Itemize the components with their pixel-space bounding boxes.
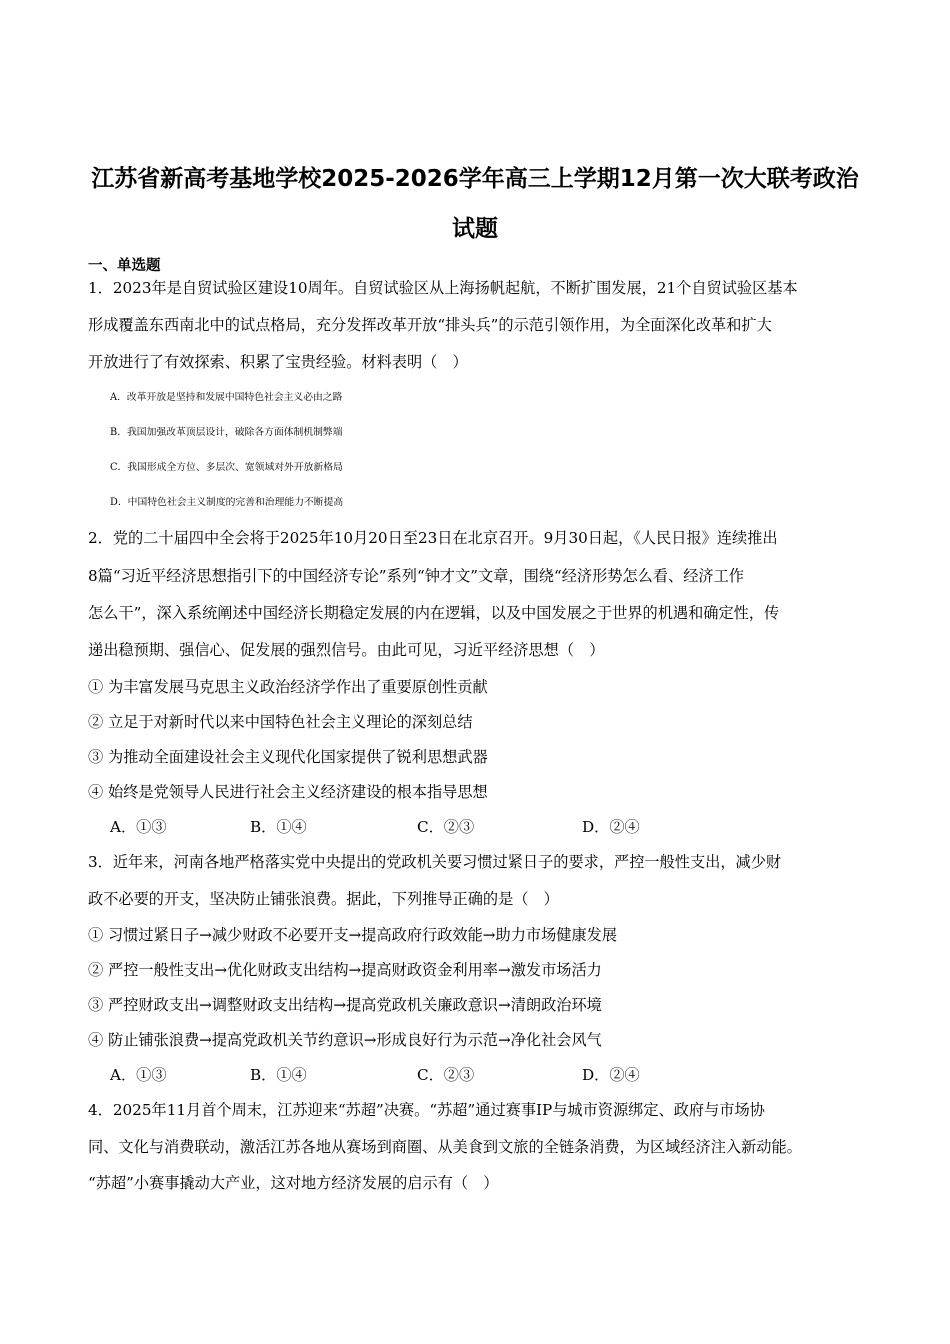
q3-statement-4: ④ 防止铺张浪费→提高党政机关节约意识→形成良好行为示范→净化社会风气 <box>88 1031 602 1049</box>
section-heading: 一、单选题 <box>88 258 161 274</box>
q2-statement-2: ② 立足于对新时代以来中国特色社会主义理论的深刻总结 <box>88 713 473 731</box>
q3-choice-b: B．①④ <box>250 1066 307 1084</box>
q1-option-a: A．改革开放是坚持和发展中国特色社会主义必由之路 <box>110 392 343 403</box>
document-title-line-1: 江苏省新高考基地学校2025-2026学年高三上学期12月第一次大联考政治 <box>91 166 859 192</box>
q2-statement-4: ④ 始终是党领导人民进行社会主义经济建设的根本指导思想 <box>88 783 488 801</box>
q2-stem-line-2: 8篇“习近平经济思想指引下的中国经济专论”系列“钟才文”文章，围绕“经济形势怎么看、经济工作 <box>88 567 744 585</box>
q3-choices <box>110 1065 810 1085</box>
q2-choices <box>110 817 810 837</box>
q3-stem-line-1: 3．近年来，河南各地严格落实党中央提出的党政机关要习惯过紧日子的要求，严控一般性支出，减少财 <box>88 853 782 871</box>
q2-choice-b: B．①④ <box>250 818 307 836</box>
q2-statement-1: ① 为丰富发展马克思主义政治经济学作出了重要原创性贡献 <box>88 678 488 696</box>
q2-stem-line-4: 递出稳预期、强信心、促发展的强烈信号。由此可见，习近平经济思想（ ） <box>88 641 605 659</box>
q4-stem-line-2: 同、文化与消费联动，激活江苏各地从赛场到商圈、从美食到文旅的全链条消费，为区域经济注入新动能。 <box>88 1138 802 1156</box>
q2-stem-line-3: 怎么干”，深入系统阐述中国经济长期稳定发展的内在逻辑，以及中国发展之于世界的机遇和确定性，传 <box>88 604 780 622</box>
document-title-line-2: 试题 <box>452 216 498 242</box>
q4-stem-line-3: “苏超”小赛事撬动大产业，这对地方经济发展的启示有（ ） <box>88 1174 499 1192</box>
q2-choice-a: A．①③ <box>110 818 167 836</box>
q1-stem-line-3: 开放进行了有效探索、积累了宝贵经验。材料表明（ ） <box>88 353 468 371</box>
q3-choice-c: C．②③ <box>417 1066 475 1084</box>
q3-statement-1: ① 习惯过紧日子→减少财政不必要开支→提高政府行政效能→助力市场健康发展 <box>88 926 618 944</box>
q1-stem-line-2: 形成覆盖东西南北中的试点格局，充分发挥改革开放“排头兵”的示范引领作用，为全面深化改革和扩大 <box>88 316 772 334</box>
q3-statement-3: ③ 严控财政支出→调整财政支出结构→提高党政机关廉政意识→清朗政治环境 <box>88 996 602 1014</box>
q2-stem-line-1: 2．党的二十届四中全会将于2025年10月20日至23日在北京召开。9月30日起，《人民日报》连续推出 <box>88 529 778 547</box>
q2-choice-d: D．②④ <box>582 818 640 836</box>
q1-option-c: C．我国形成全方位、多层次、宽领域对外开放新格局 <box>110 462 343 473</box>
q3-statement-2: ② 严控一般性支出→优化财政支出结构→提高财政资金利用率→激发市场活力 <box>88 961 602 979</box>
q1-option-b: B．我国加强改革顶层设计，破除各方面体制机制弊端 <box>110 427 343 438</box>
q3-choice-a: A．①③ <box>110 1066 167 1084</box>
q2-choice-c: C．②③ <box>417 818 475 836</box>
q1-option-d: D．中国特色社会主义制度的完善和治理能力不断提高 <box>110 497 344 508</box>
q3-stem-line-2: 政不必要的开支，坚决防止铺张浪费。据此，下列推导正确的是（ ） <box>88 890 559 908</box>
q1-stem-line-1: 1．2023年是自贸试验区建设10周年。自贸试验区从上海扬帆起航，不断扩围发展，21个自贸试验区基本 <box>88 279 798 297</box>
q4-stem-line-1: 4．2025年11月首个周末，江苏迎来“苏超”决赛。“苏超”通过赛事IP与城市资源绑定、政府与市场协 <box>88 1101 765 1119</box>
q3-choice-d: D．②④ <box>582 1066 640 1084</box>
q2-statement-3: ③ 为推动全面建设社会主义现代化国家提供了锐利思想武器 <box>88 748 488 766</box>
